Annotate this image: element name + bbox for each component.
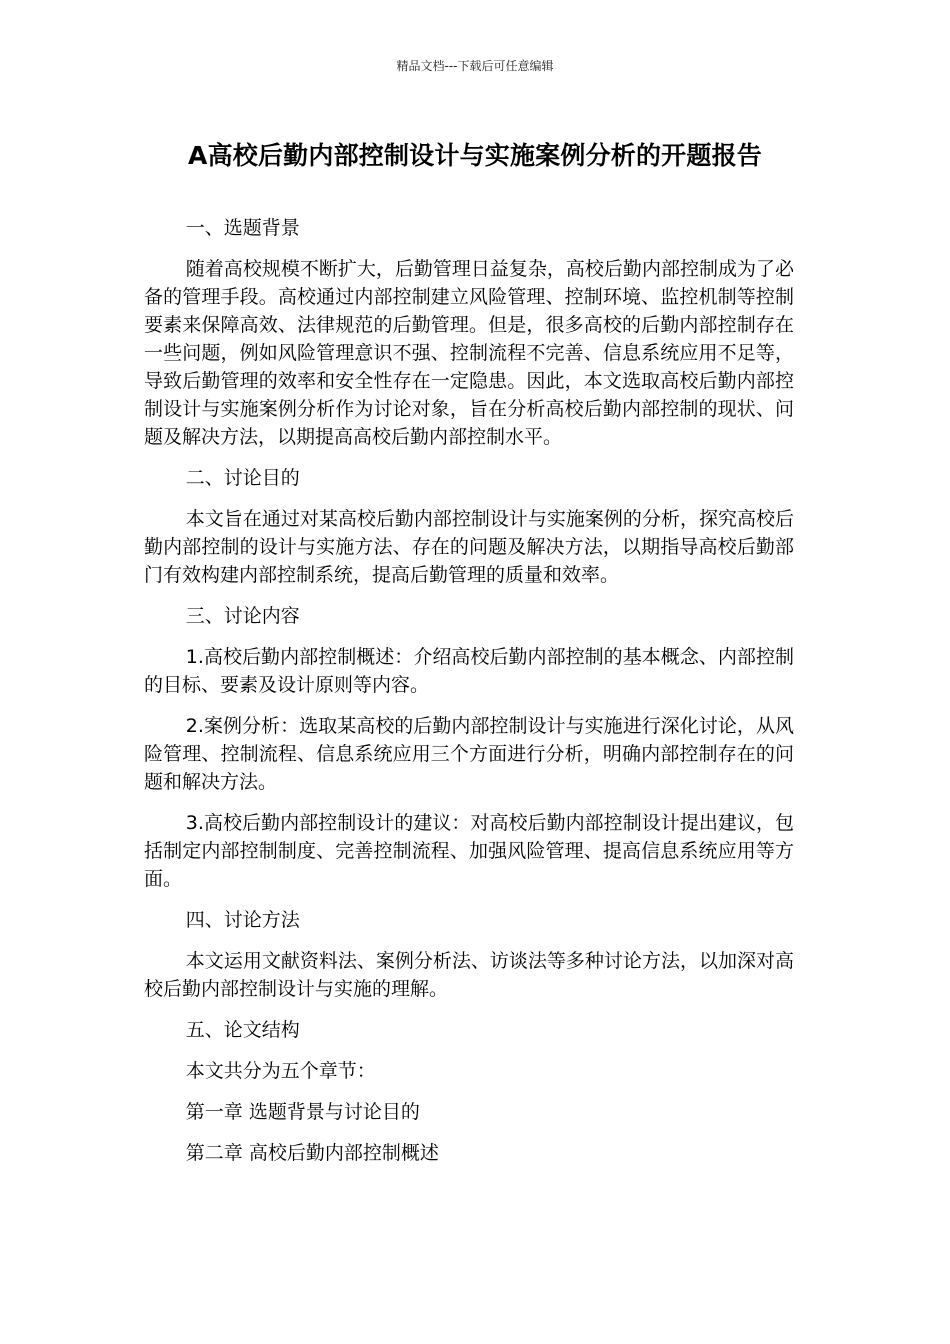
section-heading-background: 一、选题背景 [185,217,300,239]
content-item-overview: 1.高校后勤内部控制概述：介绍高校后勤内部控制的基本概念、内部控制的目标、要素及设计原则等内容。 [144,646,794,696]
paragraph-structure-intro: 本文共分为五个章节： [185,1060,376,1082]
document-body [144,214,794,1180]
paragraph-background: 随着高校规模不断扩大，后勤管理日益复杂，高校后勤内部控制成为了必备的管理手段。高校通过内部控制建立风险管理、控制环境、监控机制等控制要素来保障高效、法律规范的后勤管理。但是，很多高校的后勤内部控制存在一些问题，例如风险管理意识不强、控制流程不完善、信息系统应用不足等，导致后勤管理的效率和安全性存在一定隐患。因此，本文选取高校后勤内部控制设计与实施案例分析作为讨论对象，旨在分析高校后勤内部控制的现状、问题及解决方法，以期提高高校后勤内部控制水平。 [144,258,794,448]
chapter-item-2: 第二章 高校后勤内部控制概述 [185,1142,439,1164]
section-heading-structure: 五、论文结构 [185,1019,300,1041]
document-title: A高校后勤内部控制设计与实施案例分析的开题报告 [188,141,762,170]
header-note: 精品文档---下载后可任意编辑 [396,59,554,73]
paragraph-purpose: 本文旨在通过对某高校后勤内部控制设计与实施案例的分析，探究高校后勤内部控制的设计与实施方法、存在的问题及解决方法，以期指导高校后勤部门有效构建内部控制系统，提高后勤管理的质量和效率。 [144,508,794,586]
paragraph-method: 本文运用文献资料法、案例分析法、访谈法等多种讨论方法，以加深对高校后勤内部控制设计与实施的理解。 [144,950,794,1000]
section-heading-purpose: 二、讨论目的 [185,467,300,489]
content-item-suggestions: 3.高校后勤内部控制设计的建议：对高校后勤内部控制设计提出建议，包括制定内部控制制度、完善控制流程、加强风险管理、提高信息系统应用等方面。 [144,812,794,890]
section-heading-content: 三、讨论内容 [185,605,300,627]
chapter-item-1: 第一章 选题背景与讨论目的 [185,1101,420,1123]
section-heading-method: 四、讨论方法 [185,909,300,931]
content-item-case-analysis: 2.案例分析：选取某高校的后勤内部控制设计与实施进行深化讨论，从风险管理、控制流程、信息系统应用三个方面进行分析，明确内部控制存在的问题和解决方法。 [144,715,794,793]
